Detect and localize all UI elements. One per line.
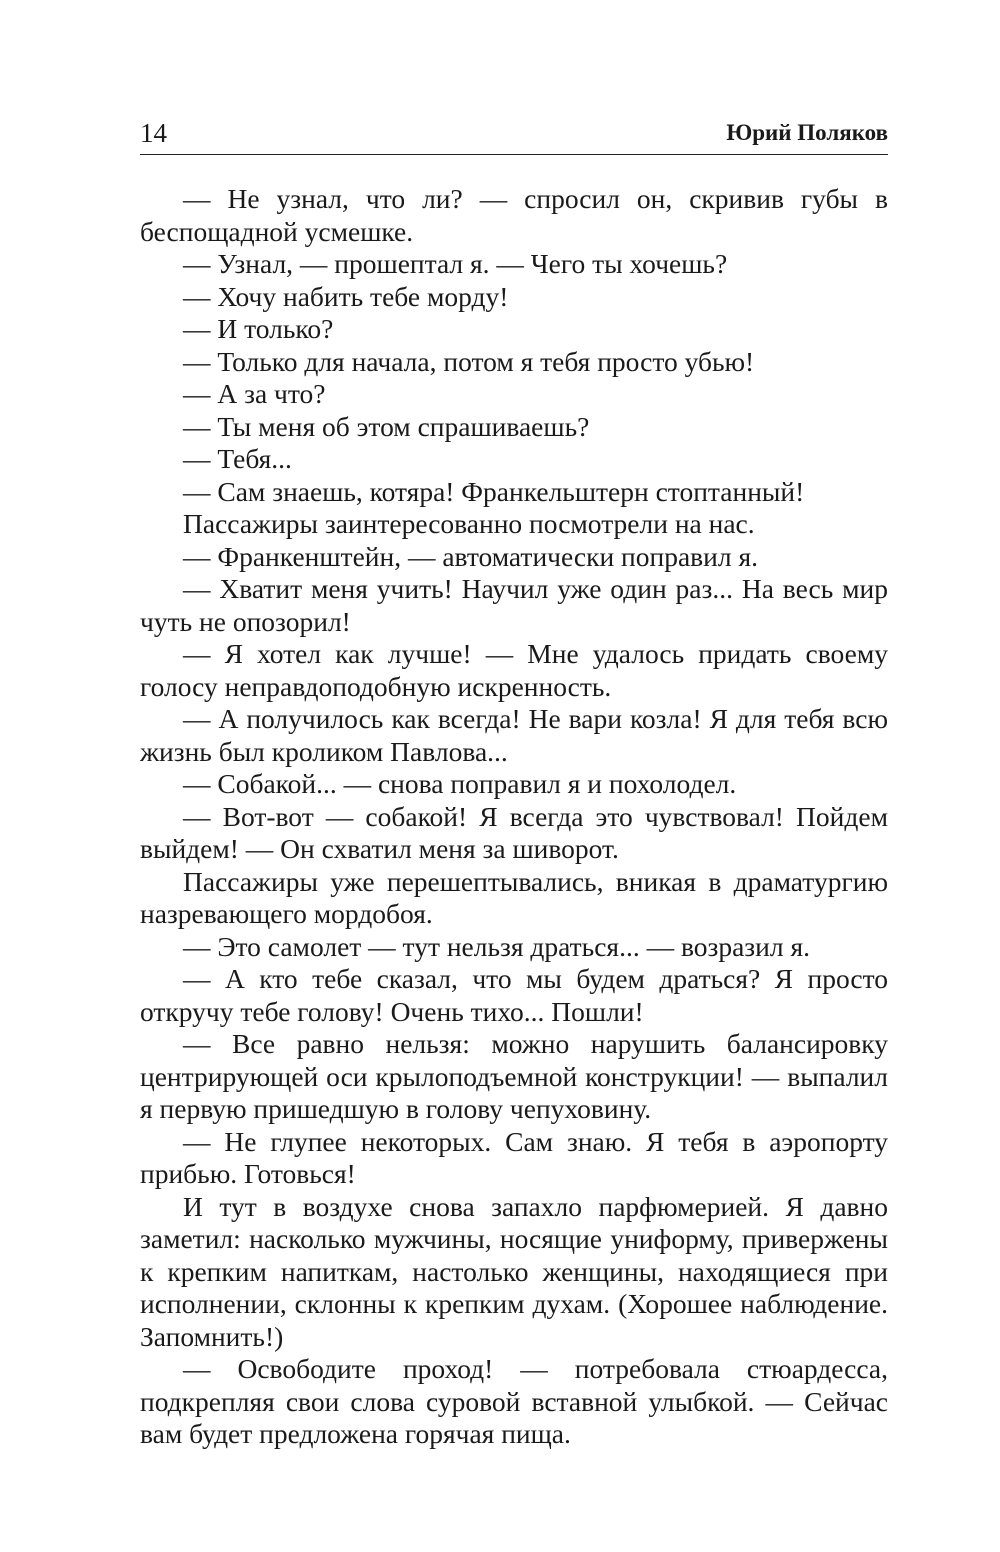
paragraph: — Только для начала, потом я тебя просто убью!	[183, 345, 755, 377]
paragraph: Пассажиры заинтересованно посмотрели на нас.	[183, 508, 755, 539]
paragraph: — А за что?	[183, 378, 326, 409]
paragraph: — Тебя...	[183, 443, 292, 474]
paragraph: — Не узнал, что ли? — спросил он, скривив губы в беспощадной усмешке.	[140, 183, 888, 247]
paragraph: — Я хотел как лучше! — Мне удалось придать своему голосу неправдоподобную искренность.	[140, 638, 888, 702]
running-head-author: Юрий Поляков	[726, 120, 888, 145]
paragraph: — Узнал, — прошептал я. — Чего ты хочешь?	[183, 248, 728, 279]
page-header	[140, 116, 888, 155]
paragraph: — Освободите проход! — потребовала стюардесса, подкрепляя свои слова суровой вставной улыбкой. — Сейчас вам будет предложена горячая пища.	[140, 1353, 888, 1449]
paragraph: — Сам знаешь, котяра! Франкельштерн стоптанный!	[183, 475, 805, 507]
paragraph: — Собакой... — снова поправил я и похолодел.	[183, 768, 737, 799]
paragraph: — А получилось как всегда! Не вари козла! Я для тебя всю жизнь был кроликом Павлова...	[140, 703, 888, 767]
body-text	[140, 183, 888, 1451]
paragraph: — А кто тебе сказал, что мы будем драться? Я просто откручу тебе голову! Очень тихо... Пошли!	[140, 963, 888, 1027]
paragraph: И тут в воздухе снова запахло парфюмерией. Я давно заметил: насколько мужчины, носящие униформу, привержены к крепким напиткам, настолько женщины, находящиеся при исполнении, склонны к крепким духам. (Хорошее наблюдение. Запомнить!)	[140, 1190, 888, 1352]
paragraph: — Хочу набить тебе морду!	[183, 280, 509, 312]
page-number: 14	[140, 118, 167, 148]
paragraph: Пассажиры уже перешептывались, вникая в драматургию назревающего мордобоя.	[140, 865, 888, 929]
paragraph: — И только?	[183, 313, 334, 344]
paragraph: — Все равно нельзя: можно нарушить балансировку центрирующей оси крылоподъемной конструкции! — выпалил я первую пришедшую в голову чепуховину.	[140, 1028, 888, 1124]
paragraph: — Вот-вот — собакой! Я всегда это чувствовал! Пойдем выйдем! — Он схватил меня за шиворот.	[140, 800, 888, 864]
paragraph: — Франкенштейн, — автоматически поправил я.	[183, 540, 759, 572]
paragraph: — Не глупее некоторых. Сам знаю. Я тебя в аэропорту прибью. Готовься!	[140, 1125, 888, 1189]
paragraph: — Ты меня об этом спрашиваешь?	[183, 410, 590, 442]
paragraph: — Это самолет — тут нельзя драться... — возразил я.	[183, 930, 811, 962]
paragraph: — Хватит меня учить! Научил уже один раз... На весь мир чуть не опозорил!	[140, 573, 888, 637]
